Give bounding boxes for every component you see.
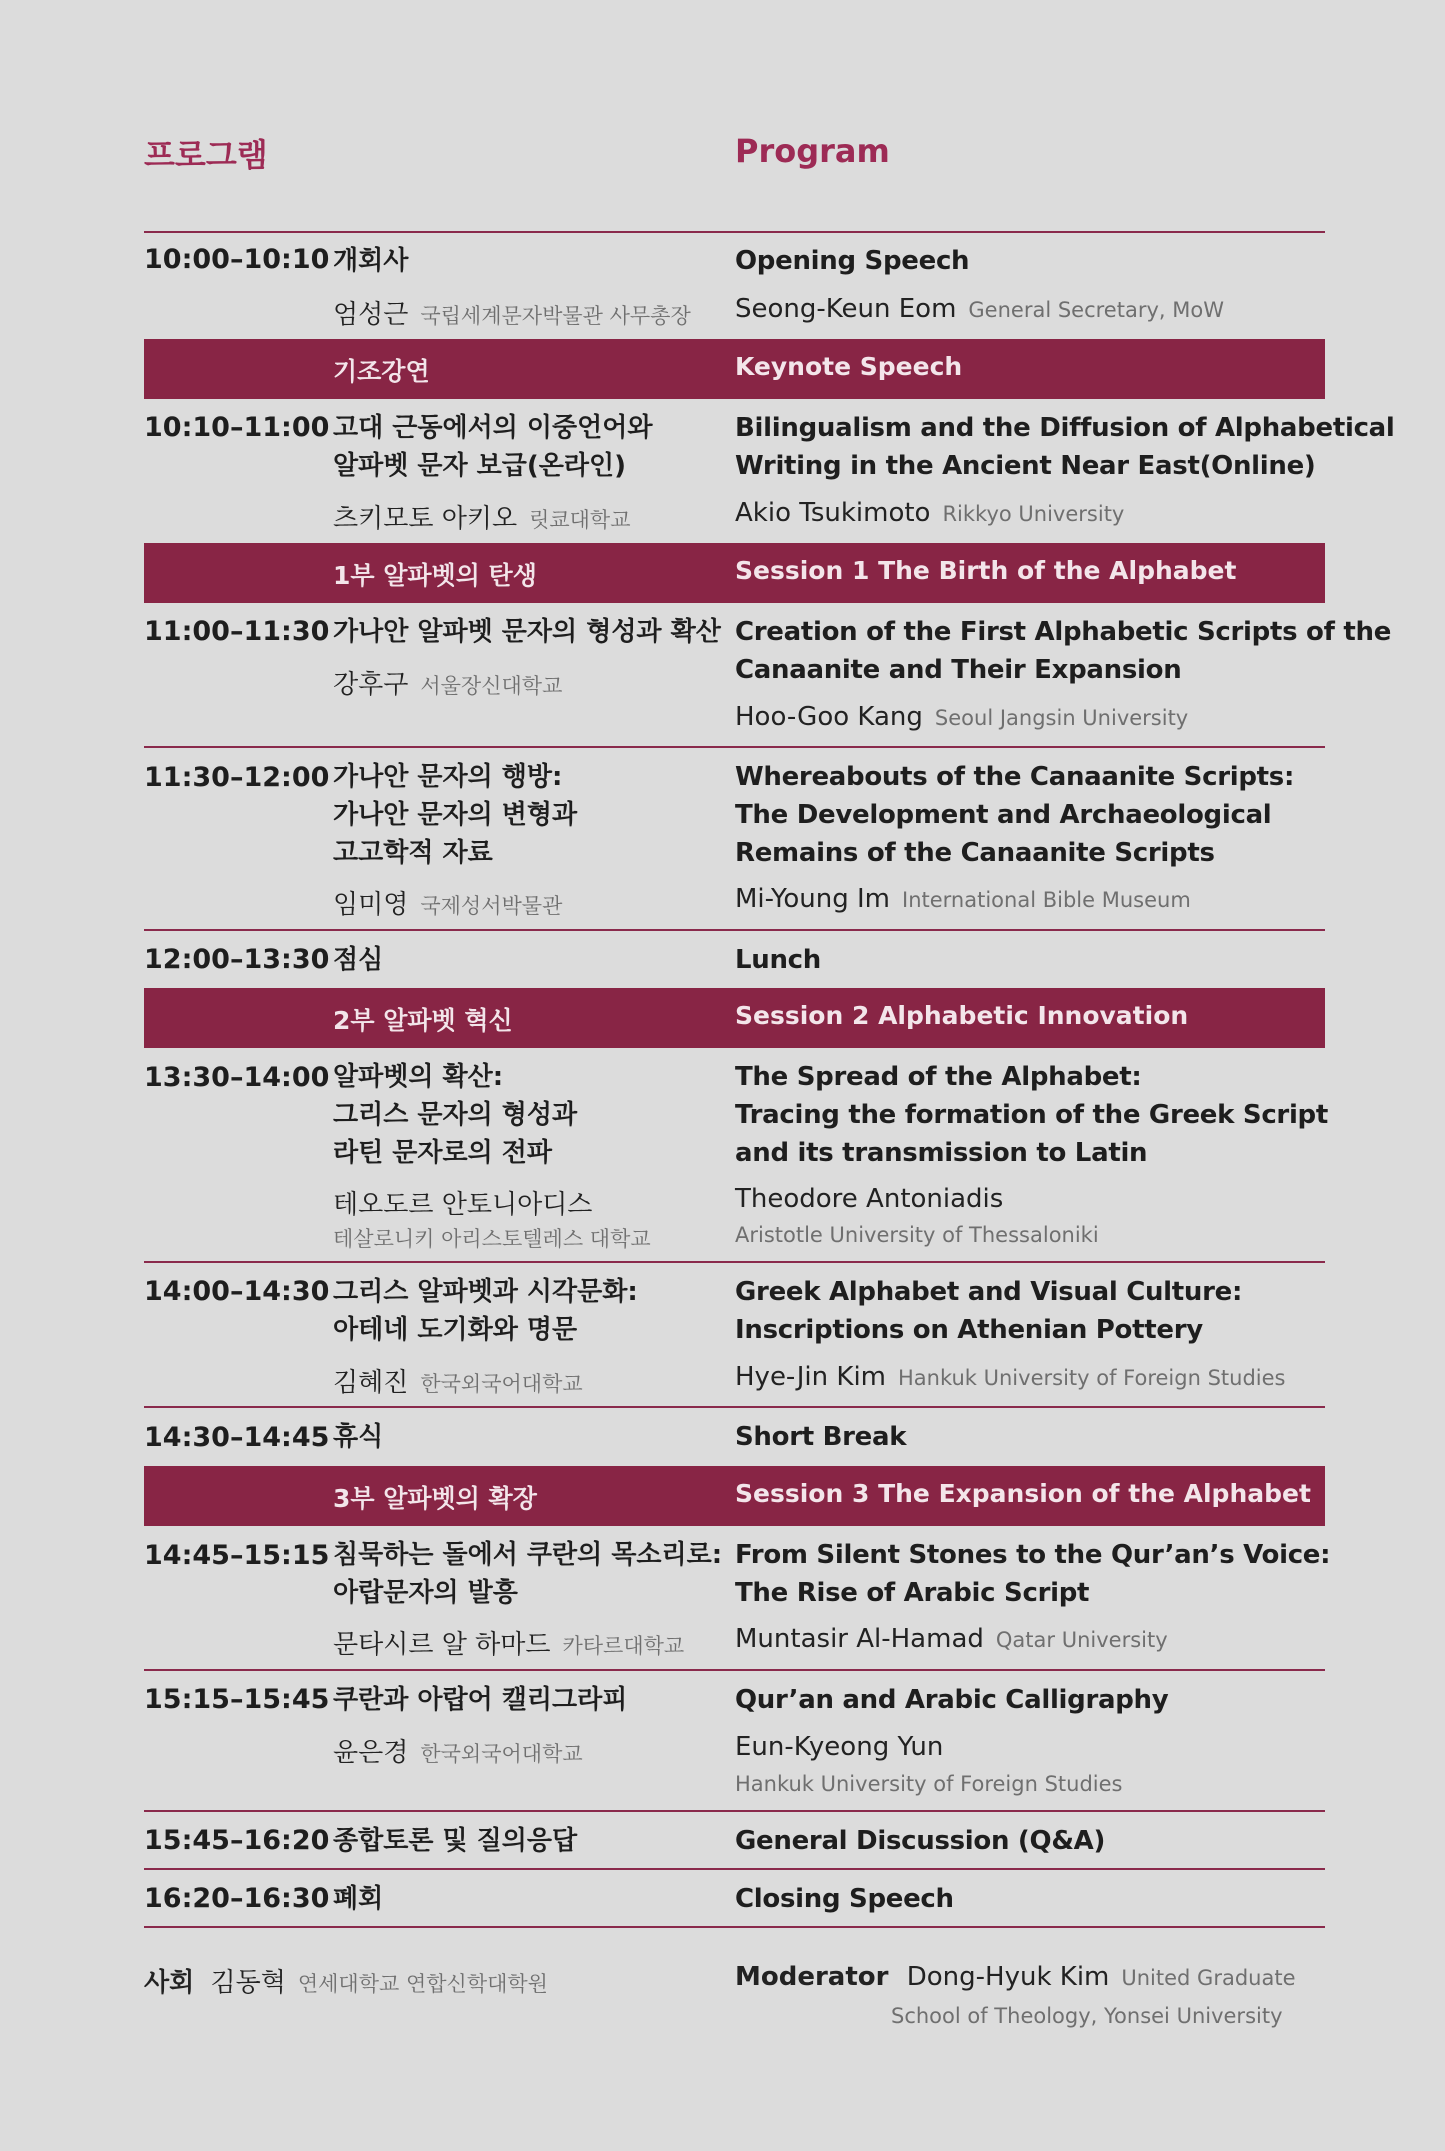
speaker-en: Akio Tsukimoto Rikkyo University <box>735 498 1125 528</box>
speaker-ko: 테오도르 안토니아디스 <box>333 1190 593 1220</box>
moderator-en: Moderator Dong-Hyuk Kim United Graduate <box>735 1962 1296 1992</box>
section-band-keynote: 기조강연 Keynote Speech <box>144 339 1325 399</box>
session-time: 10:00–10:10 <box>144 244 330 275</box>
session-title-en: Greek Alphabet and Visual Culture: Inscriptions on Athenian Pottery <box>735 1277 1243 1345</box>
session-title-en: Creation of the First Alphabetic Scripts of the Canaanite and Their Expansion <box>735 617 1392 685</box>
speaker-ko: 문타시르 알 하마드 카타르대학교 <box>333 1630 685 1660</box>
divider <box>144 1868 1325 1870</box>
session-title-en: Qur’an and Arabic Calligraphy <box>735 1685 1169 1715</box>
session-title-ko: 휴식 <box>333 1422 384 1452</box>
divider <box>144 1261 1325 1263</box>
speaker-ko: 엄성근 국립세계문자박물관 사무총장 <box>333 300 691 330</box>
session-title-ko: 그리스 알파벳과 시각문화: 아테네 도기화와 명문 <box>333 1277 638 1345</box>
session-title-en: Lunch <box>735 945 822 975</box>
section-band-session-2: 2부 알파벳 혁신 Session 2 Alphabetic Innovation <box>144 988 1325 1048</box>
speaker-en: Muntasir Al-Hamad Qatar University <box>735 1624 1168 1654</box>
speaker-ko: 김혜진 한국외국어대학교 <box>333 1368 583 1398</box>
session-title-ko: 점심 <box>333 945 384 975</box>
speaker-en: Hye-Jin Kim Hankuk University of Foreign Studies <box>735 1362 1286 1392</box>
session-time: 15:45–16:20 <box>144 1825 330 1856</box>
session-title-ko: 알파벳의 확산: 그리스 문자의 형성과 라틴 문자로의 전파 <box>333 1062 578 1168</box>
session-title-en: The Spread of the Alphabet: Tracing the formation of the Greek Script and its transmission to Latin <box>735 1062 1329 1168</box>
moderator-ko: 사회 김동혁 연세대학교 연합신학대학원 <box>144 1968 548 1998</box>
affiliation-en: Aristotle University of Thessaloniki <box>735 1223 1099 1247</box>
session-time: 14:45–15:15 <box>144 1540 330 1571</box>
session-title-en: From Silent Stones to the Qur’an’s Voice: The Rise of Arabic Script <box>735 1540 1331 1608</box>
speaker-en: Seong-Keun Eom General Secretary, MoW <box>735 294 1224 324</box>
section-band-session-3: 3부 알파벳의 확장 Session 3 The Expansion of the Alphabet <box>144 1466 1325 1526</box>
session-title-en: Opening Speech <box>735 246 970 276</box>
divider <box>144 1406 1325 1408</box>
session-time: 15:15–15:45 <box>144 1684 330 1715</box>
section-band-session-1: 1부 알파벳의 탄생 Session 1 The Birth of the Alphabet <box>144 543 1325 603</box>
heading-en: Program <box>735 132 890 170</box>
session-title-ko: 고대 근동에서의 이중언어와 알파벳 문자 보급(온라인) <box>333 413 653 481</box>
affiliation-ko: 테살로니키 아리스토텔레스 대학교 <box>333 1227 651 1251</box>
speaker-en: Theodore Antoniadis <box>735 1184 1004 1214</box>
session-title-en: Short Break <box>735 1422 907 1452</box>
speaker-ko: 윤은경 한국외국어대학교 <box>333 1738 583 1768</box>
speaker-en: Eun-Kyeong Yun <box>735 1732 944 1762</box>
session-time: 13:30–14:00 <box>144 1062 330 1093</box>
session-time: 11:00–11:30 <box>144 616 330 647</box>
session-time: 12:00–13:30 <box>144 944 330 975</box>
speaker-en: Mi-Young Im International Bible Museum <box>735 884 1191 914</box>
session-time: 14:30–14:45 <box>144 1422 330 1453</box>
divider <box>144 1669 1325 1671</box>
session-title-ko: 폐회 <box>333 1884 384 1914</box>
session-title-ko: 침묵하는 돌에서 쿠란의 목소리로: 아랍문자의 발흥 <box>333 1540 723 1608</box>
session-title-ko: 가나안 알파벳 문자의 형성과 확산 <box>333 617 721 647</box>
divider <box>144 746 1325 748</box>
divider <box>144 1926 1325 1928</box>
moderator-affiliation-en: School of Theology, Yonsei University <box>891 2004 1283 2028</box>
session-title-en: Bilingualism and the Diffusion of Alphabetical Writing in the Ancient Near East(Online) <box>735 413 1395 481</box>
session-title-ko: 종합토론 및 질의응답 <box>333 1826 578 1856</box>
session-time: 10:10–11:00 <box>144 412 330 443</box>
session-title-ko: 쿠란과 아랍어 캘리그라피 <box>333 1685 628 1715</box>
session-title-en: General Discussion (Q&A) <box>735 1826 1106 1856</box>
speaker-ko: 임미영 국제성서박물관 <box>333 890 563 920</box>
session-title-en: Closing Speech <box>735 1884 954 1914</box>
heading-ko: 프로그램 <box>144 136 268 174</box>
session-title-en: Whereabouts of the Canaanite Scripts: The Development and Archaeological Remains of the Canaanite Scripts <box>735 762 1295 868</box>
speaker-ko: 츠키모토 아키오 릿쿄대학교 <box>333 504 631 534</box>
session-time: 14:00–14:30 <box>144 1276 330 1307</box>
session-title-ko: 개회사 <box>333 246 409 276</box>
divider <box>144 929 1325 931</box>
session-time: 16:20–16:30 <box>144 1883 330 1914</box>
affiliation-en: Hankuk University of Foreign Studies <box>735 1772 1123 1796</box>
speaker-ko: 강후구 서울장신대학교 <box>333 670 563 700</box>
divider <box>144 1810 1325 1812</box>
session-time: 11:30–12:00 <box>144 762 330 793</box>
speaker-en: Hoo-Goo Kang Seoul Jangsin University <box>735 702 1189 732</box>
session-title-ko: 가나안 문자의 행방: 가나안 문자의 변형과 고고학적 자료 <box>333 762 578 868</box>
divider <box>144 231 1325 233</box>
